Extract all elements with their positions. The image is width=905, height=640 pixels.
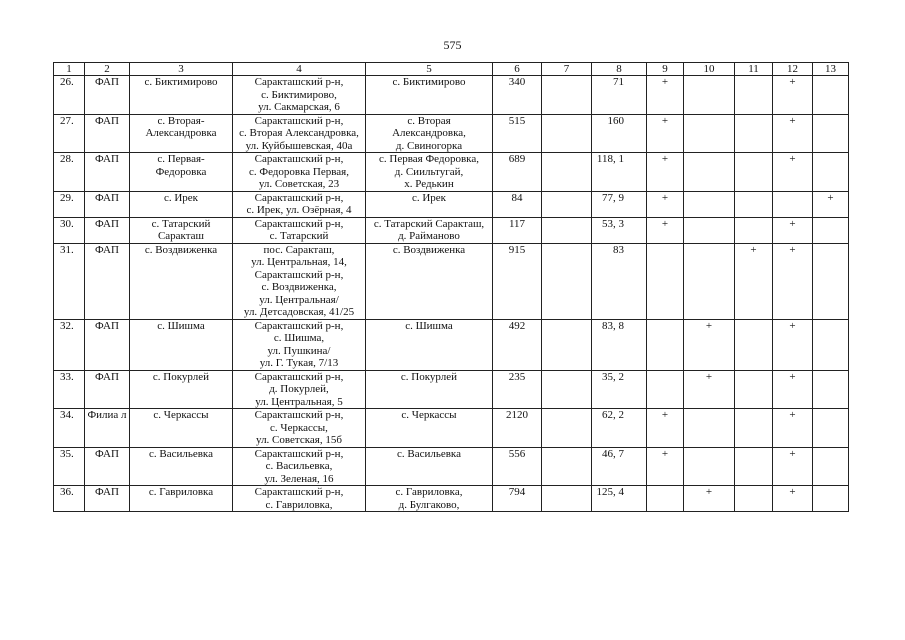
column-header: 2	[85, 63, 130, 76]
mark-cell: +	[684, 486, 735, 512]
address-cell-line: ул. Советская, 23	[258, 178, 340, 190]
address-cell-line: Саракташский р-н,	[254, 486, 344, 498]
facility-type-cell: ФАП	[85, 114, 130, 153]
address-cell-line: ул. Детсадовская, 41/25	[243, 306, 355, 318]
address-cell-line: Саракташский р-н,	[254, 191, 344, 204]
column-header: 13	[813, 63, 849, 76]
address-cell-line: Саракташский р-н,	[254, 319, 344, 332]
mark-cell	[813, 447, 849, 486]
served-area-cell-line: д. Раймановo	[398, 230, 460, 242]
served-area-cell-line: с. Васильевка	[396, 447, 461, 460]
population-cell: 556	[493, 447, 542, 486]
settlement-cell-line: с. Ирек	[163, 191, 199, 204]
served-area-cell-line: х. Редькин	[404, 178, 454, 190]
col7-cell	[542, 153, 592, 192]
address-cell-line: ул. Центральная, 14,	[251, 256, 347, 268]
served-area-cell	[366, 486, 493, 512]
facility-type-cell: ФАП	[85, 243, 130, 319]
column-header: 12	[773, 63, 813, 76]
mark-cell: +	[647, 409, 684, 448]
area-cell: 83	[592, 243, 647, 319]
row-number-cell: 28.	[54, 153, 85, 192]
mark-cell: +	[773, 319, 813, 370]
population-cell: 689	[493, 153, 542, 192]
served-area-cell-line: д. Сиильтугай,	[394, 165, 464, 178]
area-cell: 77, 9	[592, 191, 647, 217]
mark-cell	[735, 409, 773, 448]
row-number-cell: 26.	[54, 76, 85, 115]
address-cell-line: ул. Пушкина/	[267, 344, 331, 357]
table-row	[54, 319, 849, 370]
served-area-cell-line: с. Гавриловка,	[395, 486, 463, 498]
served-area-cell-line: с. Шишма	[405, 319, 453, 332]
facility-type-cell: ФАП	[85, 319, 130, 370]
mark-cell	[735, 486, 773, 512]
settlement-cell	[130, 76, 233, 115]
address-cell-line: с. Воздвиженка,	[261, 281, 337, 293]
mark-cell: +	[773, 370, 813, 409]
mark-cell	[813, 319, 849, 370]
col7-cell	[542, 243, 592, 319]
address-cell-line: с. Черкассы,	[270, 421, 328, 434]
served-area-cell-line: с. Вторая	[407, 114, 451, 127]
mark-cell	[813, 217, 849, 243]
settlement-cell-line: с. Гавриловка	[148, 486, 214, 498]
mark-cell: +	[684, 370, 735, 409]
mark-cell	[735, 76, 773, 115]
mark-cell: +	[647, 217, 684, 243]
facility-type-cell: ФАП	[85, 217, 130, 243]
settlement-cell-line: с. Вторая-	[157, 114, 205, 127]
population-cell: 492	[493, 319, 542, 370]
address-cell	[233, 243, 366, 319]
address-cell-line: с. Вторая Александровка,	[239, 127, 359, 139]
population-cell: 235	[493, 370, 542, 409]
header-row	[54, 63, 849, 76]
population-cell: 84	[493, 191, 542, 217]
table-row	[54, 114, 849, 153]
table-row	[54, 153, 849, 192]
settlement-cell	[130, 370, 233, 409]
settlement-cell-line: с. Воздвиженка	[144, 243, 218, 256]
population-cell: 794	[493, 486, 542, 512]
mark-cell	[684, 76, 735, 115]
address-cell	[233, 114, 366, 153]
mark-cell	[813, 409, 849, 448]
served-area-cell-line: с. Воздвиженка	[392, 243, 466, 256]
settlement-cell	[130, 243, 233, 319]
mark-cell: +	[647, 114, 684, 153]
column-header: 6	[493, 63, 542, 76]
table-row	[54, 243, 849, 319]
address-cell	[233, 191, 366, 217]
address-cell-line: с. Васильевка,	[265, 460, 333, 472]
mark-cell	[647, 319, 684, 370]
settlement-cell-line: с. Татарский	[151, 217, 211, 230]
address-cell-line: ул. Центральная, 5	[255, 395, 343, 408]
settlement-cell	[130, 319, 233, 370]
mark-cell	[684, 409, 735, 448]
settlement-cell	[130, 217, 233, 243]
mark-cell	[813, 114, 849, 153]
served-area-cell-line: д. Булгаково,	[398, 498, 460, 511]
mark-cell	[813, 243, 849, 319]
area-cell: 71	[592, 76, 647, 115]
settlement-cell-line: с. Первая-	[157, 153, 205, 165]
population-cell: 340	[493, 76, 542, 115]
facility-type-cell: ФАП	[85, 191, 130, 217]
served-area-cell	[366, 319, 493, 370]
served-area-cell-line: с. Черкассы	[401, 409, 457, 421]
mark-cell: +	[813, 191, 849, 217]
column-header: 4	[233, 63, 366, 76]
column-header: 8	[592, 63, 647, 76]
column-header: 3	[130, 63, 233, 76]
settlement-cell	[130, 153, 233, 192]
row-number-cell: 31.	[54, 243, 85, 319]
mark-cell	[735, 114, 773, 153]
facility-type-cell: ФАП	[85, 76, 130, 115]
facility-type-cell: ФАП	[85, 370, 130, 409]
address-cell-line: с. Шишма,	[273, 332, 325, 344]
row-number-cell: 30.	[54, 217, 85, 243]
address-cell-line: ул. Куйбышевская, 40а	[245, 139, 353, 152]
table-row	[54, 217, 849, 243]
mark-cell: +	[773, 76, 813, 115]
address-cell	[233, 217, 366, 243]
address-cell-line: с. Гавриловка,	[265, 498, 333, 511]
mark-cell	[647, 243, 684, 319]
served-area-cell-line: д. Свиногорка	[395, 139, 463, 152]
address-cell-line: с. Федоровка Первая,	[249, 165, 349, 178]
settlement-cell-line: с. Покурлей	[152, 370, 210, 383]
row-number-cell: 27.	[54, 114, 85, 153]
settlement-cell	[130, 447, 233, 486]
served-area-cell	[366, 409, 493, 448]
served-area-cell-line: с. Ирек	[411, 191, 447, 204]
facilities-table	[53, 62, 849, 512]
served-area-cell	[366, 370, 493, 409]
address-cell-line: Саракташский р-н,	[254, 409, 344, 421]
facility-type-cell: ФАП	[85, 153, 130, 192]
table-row	[54, 486, 849, 512]
mark-cell: +	[773, 409, 813, 448]
address-cell-line: Саракташский р-н,	[254, 153, 344, 165]
mark-cell: +	[773, 153, 813, 192]
address-cell-line: Саракташский р-н,	[254, 447, 344, 460]
address-cell-line: д. Покурлей,	[269, 383, 329, 395]
mark-cell	[684, 153, 735, 192]
settlement-cell	[130, 191, 233, 217]
served-area-cell-line: с. Первая Федоровка,	[379, 153, 479, 165]
mark-cell	[735, 447, 773, 486]
mark-cell: +	[684, 319, 735, 370]
col7-cell	[542, 370, 592, 409]
column-header: 10	[684, 63, 735, 76]
settlement-cell-line: с. Шишма	[157, 319, 205, 332]
address-cell-line: ул. Центральная/	[259, 293, 339, 306]
settlement-cell-line: Саракташ	[157, 230, 205, 242]
column-header: 5	[366, 63, 493, 76]
area-cell: 160	[592, 114, 647, 153]
served-area-cell	[366, 76, 493, 115]
settlement-cell-line: Федоровка	[155, 165, 207, 178]
settlement-cell-line: Александровка	[145, 127, 217, 139]
mark-cell	[735, 191, 773, 217]
mark-cell	[813, 370, 849, 409]
address-cell	[233, 409, 366, 448]
col7-cell	[542, 217, 592, 243]
mark-cell	[813, 153, 849, 192]
served-area-cell-line: с. Биктимирово	[392, 76, 466, 88]
facility-type-cell: Филиа л	[85, 409, 130, 448]
address-cell	[233, 447, 366, 486]
column-header: 9	[647, 63, 684, 76]
col7-cell	[542, 191, 592, 217]
area-cell: 53, 3	[592, 217, 647, 243]
mark-cell: +	[647, 191, 684, 217]
col7-cell	[542, 447, 592, 486]
mark-cell	[813, 486, 849, 512]
settlement-cell-line: с. Биктимирово	[144, 76, 218, 88]
area-cell: 62, 2	[592, 409, 647, 448]
mark-cell	[647, 486, 684, 512]
served-area-cell	[366, 153, 493, 192]
served-area-cell-line: с. Татарский Саракташ,	[373, 217, 485, 230]
area-cell: 83, 8	[592, 319, 647, 370]
mark-cell: +	[773, 447, 813, 486]
table-row	[54, 76, 849, 115]
mark-cell	[684, 114, 735, 153]
address-cell-line: Саракташский р-н,	[254, 370, 344, 383]
address-cell-line: с. Биктимирово,	[261, 88, 337, 101]
population-cell: 2120	[493, 409, 542, 448]
address-cell-line: ул. Сакмарская, 6	[258, 101, 340, 113]
address-cell-line: ул. Г. Тукая, 7/13	[259, 357, 339, 369]
mark-cell: +	[647, 76, 684, 115]
settlement-cell	[130, 114, 233, 153]
address-cell-line: Саракташский р-н,	[254, 76, 344, 88]
column-header: 1	[54, 63, 85, 76]
col7-cell	[542, 319, 592, 370]
settlement-cell-line: с. Черкассы	[153, 409, 209, 421]
address-cell-line: Саракташский р-н,	[254, 268, 344, 281]
col7-cell	[542, 486, 592, 512]
mark-cell: +	[735, 243, 773, 319]
served-area-cell	[366, 447, 493, 486]
mark-cell	[684, 447, 735, 486]
area-cell: 125, 4	[592, 486, 647, 512]
table-row	[54, 409, 849, 448]
mark-cell	[647, 370, 684, 409]
address-cell-line: ул. Советская, 15б	[256, 434, 342, 446]
col7-cell	[542, 76, 592, 115]
mark-cell	[773, 191, 813, 217]
served-area-cell	[366, 243, 493, 319]
address-cell	[233, 319, 366, 370]
area-cell: 35, 2	[592, 370, 647, 409]
page-number: 575	[443, 38, 462, 52]
address-cell-line: Саракташский р-н,	[254, 114, 344, 127]
served-area-cell	[366, 114, 493, 153]
facility-type-cell: ФАП	[85, 447, 130, 486]
row-number-cell: 29.	[54, 191, 85, 217]
address-cell-line: пос. Саракташ,	[263, 243, 335, 256]
served-area-cell-line: с. Покурлей	[400, 370, 458, 383]
mark-cell: +	[773, 486, 813, 512]
mark-cell	[735, 217, 773, 243]
row-number-cell: 36.	[54, 486, 85, 512]
row-number-cell: 32.	[54, 319, 85, 370]
address-cell-line: ул. Зеленая, 16	[264, 472, 334, 485]
mark-cell	[813, 76, 849, 115]
settlement-cell-line: с. Васильевка	[148, 447, 213, 460]
served-area-cell	[366, 217, 493, 243]
address-cell	[233, 76, 366, 115]
mark-cell: +	[773, 217, 813, 243]
served-area-cell	[366, 191, 493, 217]
mark-cell: +	[773, 114, 813, 153]
mark-cell: +	[647, 153, 684, 192]
area-cell: 46, 7	[592, 447, 647, 486]
mark-cell	[684, 217, 735, 243]
settlement-cell	[130, 486, 233, 512]
address-cell	[233, 486, 366, 512]
mark-cell	[735, 319, 773, 370]
column-header: 7	[542, 63, 592, 76]
row-number-cell: 35.	[54, 447, 85, 486]
address-cell-line: с. Татарский	[269, 230, 329, 242]
mark-cell: +	[647, 447, 684, 486]
col7-cell	[542, 409, 592, 448]
row-number-cell: 34.	[54, 409, 85, 448]
address-cell	[233, 370, 366, 409]
settlement-cell	[130, 409, 233, 448]
address-cell	[233, 153, 366, 192]
population-cell: 515	[493, 114, 542, 153]
col7-cell	[542, 114, 592, 153]
facility-type-cell: ФАП	[85, 486, 130, 512]
column-header: 11	[735, 63, 773, 76]
mark-cell	[684, 191, 735, 217]
table-row	[54, 191, 849, 217]
served-area-cell-line: Александровка,	[392, 127, 466, 139]
table-row	[54, 370, 849, 409]
address-cell-line: с. Ирек, ул. Озёрная, 4	[246, 204, 352, 216]
mark-cell	[735, 370, 773, 409]
table-row	[54, 447, 849, 486]
row-number-cell: 33.	[54, 370, 85, 409]
mark-cell	[735, 153, 773, 192]
population-cell: 915	[493, 243, 542, 319]
mark-cell	[684, 243, 735, 319]
address-cell-line: Саракташский р-н,	[254, 217, 344, 230]
population-cell: 117	[493, 217, 542, 243]
area-cell: 118, 1	[592, 153, 647, 192]
mark-cell: +	[773, 243, 813, 319]
